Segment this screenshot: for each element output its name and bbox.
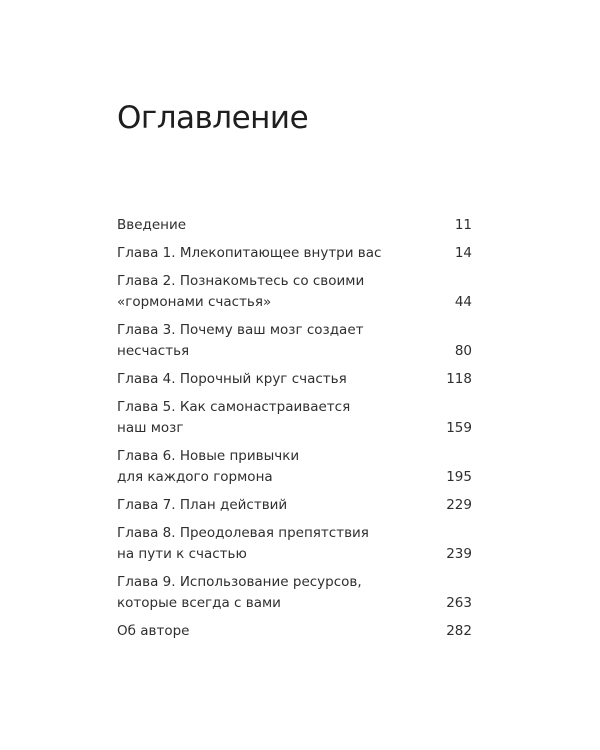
toc-page-number: 195 — [446, 469, 472, 485]
toc-entry-title — [117, 572, 407, 614]
toc-title-line: Введение — [117, 217, 187, 233]
toc-title-line: Глава 5. Как самонастраивается — [117, 399, 351, 415]
toc-entry-title — [117, 446, 407, 488]
toc-entry-title — [117, 621, 407, 642]
toc-entry-title — [117, 215, 407, 236]
toc-entry-title — [117, 271, 407, 313]
toc-title-line: Глава 9. Использование ресурсов, — [117, 574, 362, 590]
toc-title-line: несчастья — [117, 343, 190, 359]
table-of-contents — [117, 215, 472, 642]
toc-entry-chapter-7[interactable] — [117, 495, 472, 516]
toc-title-line: Глава 7. План действий — [117, 497, 288, 513]
toc-page-number: 118 — [446, 371, 472, 387]
toc-entry-chapter-9[interactable] — [117, 572, 472, 614]
toc-page-number: 159 — [446, 420, 472, 436]
toc-entry-chapter-5[interactable] — [117, 397, 472, 439]
toc-title-line: наш мозг — [117, 420, 184, 436]
toc-title-line: Глава 6. Новые привычки — [117, 448, 300, 464]
page-title: Оглавление — [117, 100, 309, 136]
toc-title-line: Глава 4. Порочный круг счастья — [117, 371, 347, 387]
toc-title-line: «гормонами счастья» — [117, 294, 272, 310]
toc-page-number: 80 — [454, 343, 472, 359]
toc-title-line: Об авторе — [117, 623, 190, 639]
toc-entry-title — [117, 243, 407, 264]
toc-entry-chapter-2[interactable] — [117, 271, 472, 313]
toc-title-line: на пути к счастью — [117, 546, 247, 562]
toc-page-number: 239 — [446, 546, 472, 562]
toc-entry-about-author[interactable] — [117, 621, 472, 642]
toc-entry-title — [117, 320, 407, 362]
toc-title-line: для каждого гормона — [117, 469, 273, 485]
toc-entry-chapter-4[interactable] — [117, 369, 472, 390]
toc-entry-title — [117, 495, 407, 516]
toc-entry-chapter-8[interactable] — [117, 523, 472, 565]
toc-page-number: 229 — [446, 497, 472, 513]
toc-page-number: 282 — [446, 623, 472, 639]
toc-title-line: Глава 2. Познакомьтесь со своими — [117, 273, 365, 289]
toc-entry-title — [117, 397, 407, 439]
toc-page-number: 263 — [446, 595, 472, 611]
toc-entry-chapter-1[interactable] — [117, 243, 472, 264]
toc-title-line: Глава 1. Млекопитающее внутри вас — [117, 245, 382, 261]
toc-page-number: 44 — [454, 294, 472, 310]
toc-entry-chapter-6[interactable] — [117, 446, 472, 488]
toc-entry-title — [117, 369, 407, 390]
toc-page-number: 11 — [454, 217, 472, 233]
toc-title-line: Глава 8. Преодолевая препятствия — [117, 525, 369, 541]
toc-title-line: которые всегда с вами — [117, 595, 281, 611]
toc-title-line: Глава 3. Почему ваш мозг создает — [117, 322, 364, 338]
toc-page-number: 14 — [454, 245, 472, 261]
toc-entry-introduction[interactable] — [117, 215, 472, 236]
toc-entry-title — [117, 523, 407, 565]
toc-entry-chapter-3[interactable] — [117, 320, 472, 362]
